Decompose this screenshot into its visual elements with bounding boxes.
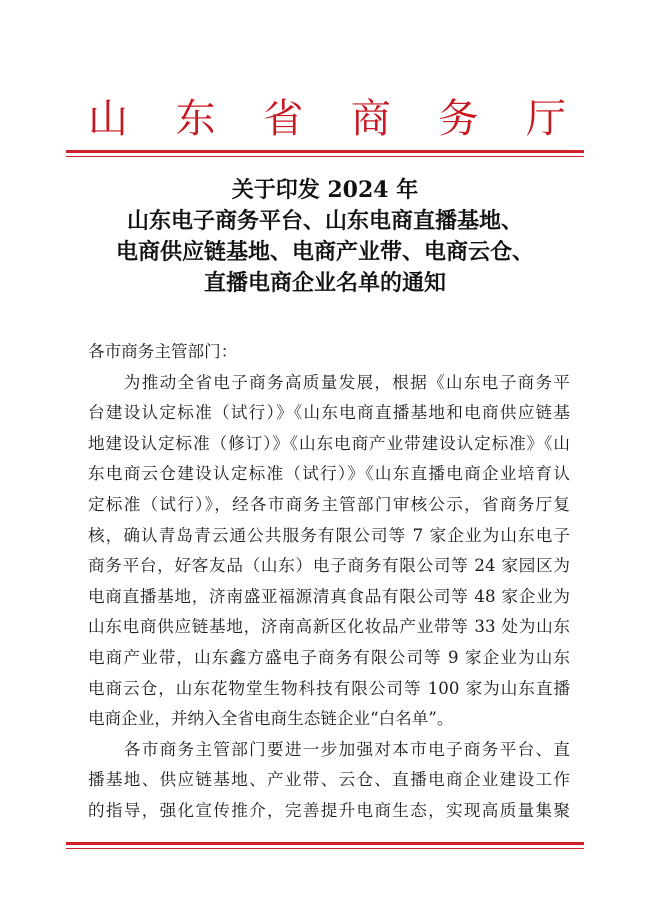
title-line: 电商供应链基地、电商产业带、电商云仓、 (115, 239, 534, 265)
body-line: 的指导，强化宣传推介，完善提升电商生态，实现高质量集聚 (88, 800, 570, 820)
body-line: 电商云仓，山东花物堂生物科技有限公司等 100 家为山东直播 (88, 678, 570, 698)
title-line: 关于印发 2024 年 (231, 177, 419, 203)
header-char: 商 (350, 96, 391, 142)
header-rule-thin (66, 156, 584, 157)
footer-rule-thick (66, 842, 584, 845)
document-title (66, 175, 584, 299)
body-line: 商务平台，好客友品（山东）电子商务有限公司等 24 家园区为 (88, 556, 570, 576)
document-body (88, 337, 570, 827)
header-char: 务 (438, 96, 479, 142)
body-line: 各市商务主管部门要进一步加强对本市电子商务平台、直 (88, 739, 570, 759)
issuing-authority-header (88, 96, 566, 142)
salutation: 各市商务主管部门： (88, 342, 238, 361)
title-line: 山东电子商务平台、山东电商直播基地、 (126, 208, 523, 234)
title-line: 直播电商企业名单的通知 (203, 270, 446, 296)
body-line: 地建设认定标准（修订）》《山东电商产业带建设认定标准》《山 (88, 433, 570, 453)
body-line: 核，确认青岛青云通公共服务有限公司等 7 家企业为山东电子 (88, 525, 570, 545)
body-line: 电商产业带，山东鑫方盛电子商务有限公司等 9 家企业为山东 (88, 647, 570, 667)
body-line: 台建设认定标准（试行）》《山东电商直播基地和电商供应链基 (88, 403, 570, 423)
body-line: 为推动全省电子商务高质量发展，根据《山东电子商务平 (88, 372, 570, 392)
body-line: 山东电商供应链基地，济南高新区化妆品产业带等 33 处为山东 (88, 617, 570, 637)
header-char: 山 (88, 96, 128, 142)
footer-rule-thin (66, 848, 584, 849)
header-char: 省 (263, 96, 304, 142)
body-line: 电商企业，并纳入全省电商生态链企业“白名单”。 (88, 709, 454, 729)
body-line: 定标准（试行）》，经各市商务主管部门审核公示，省商务厅复 (88, 494, 570, 514)
header-char: 厅 (525, 96, 566, 142)
header-rule-thick (66, 150, 584, 153)
body-line: 东电商云仓建设认定标准（试行）》《山东直播电商企业培育认 (88, 464, 570, 484)
body-line: 播基地、供应链基地、产业带、云仓、直播电商企业建设工作 (88, 770, 570, 790)
body-line: 电商直播基地，济南盛亚福源清真食品有限公司等 48 家企业为 (88, 586, 570, 606)
header-char: 东 (175, 96, 216, 142)
